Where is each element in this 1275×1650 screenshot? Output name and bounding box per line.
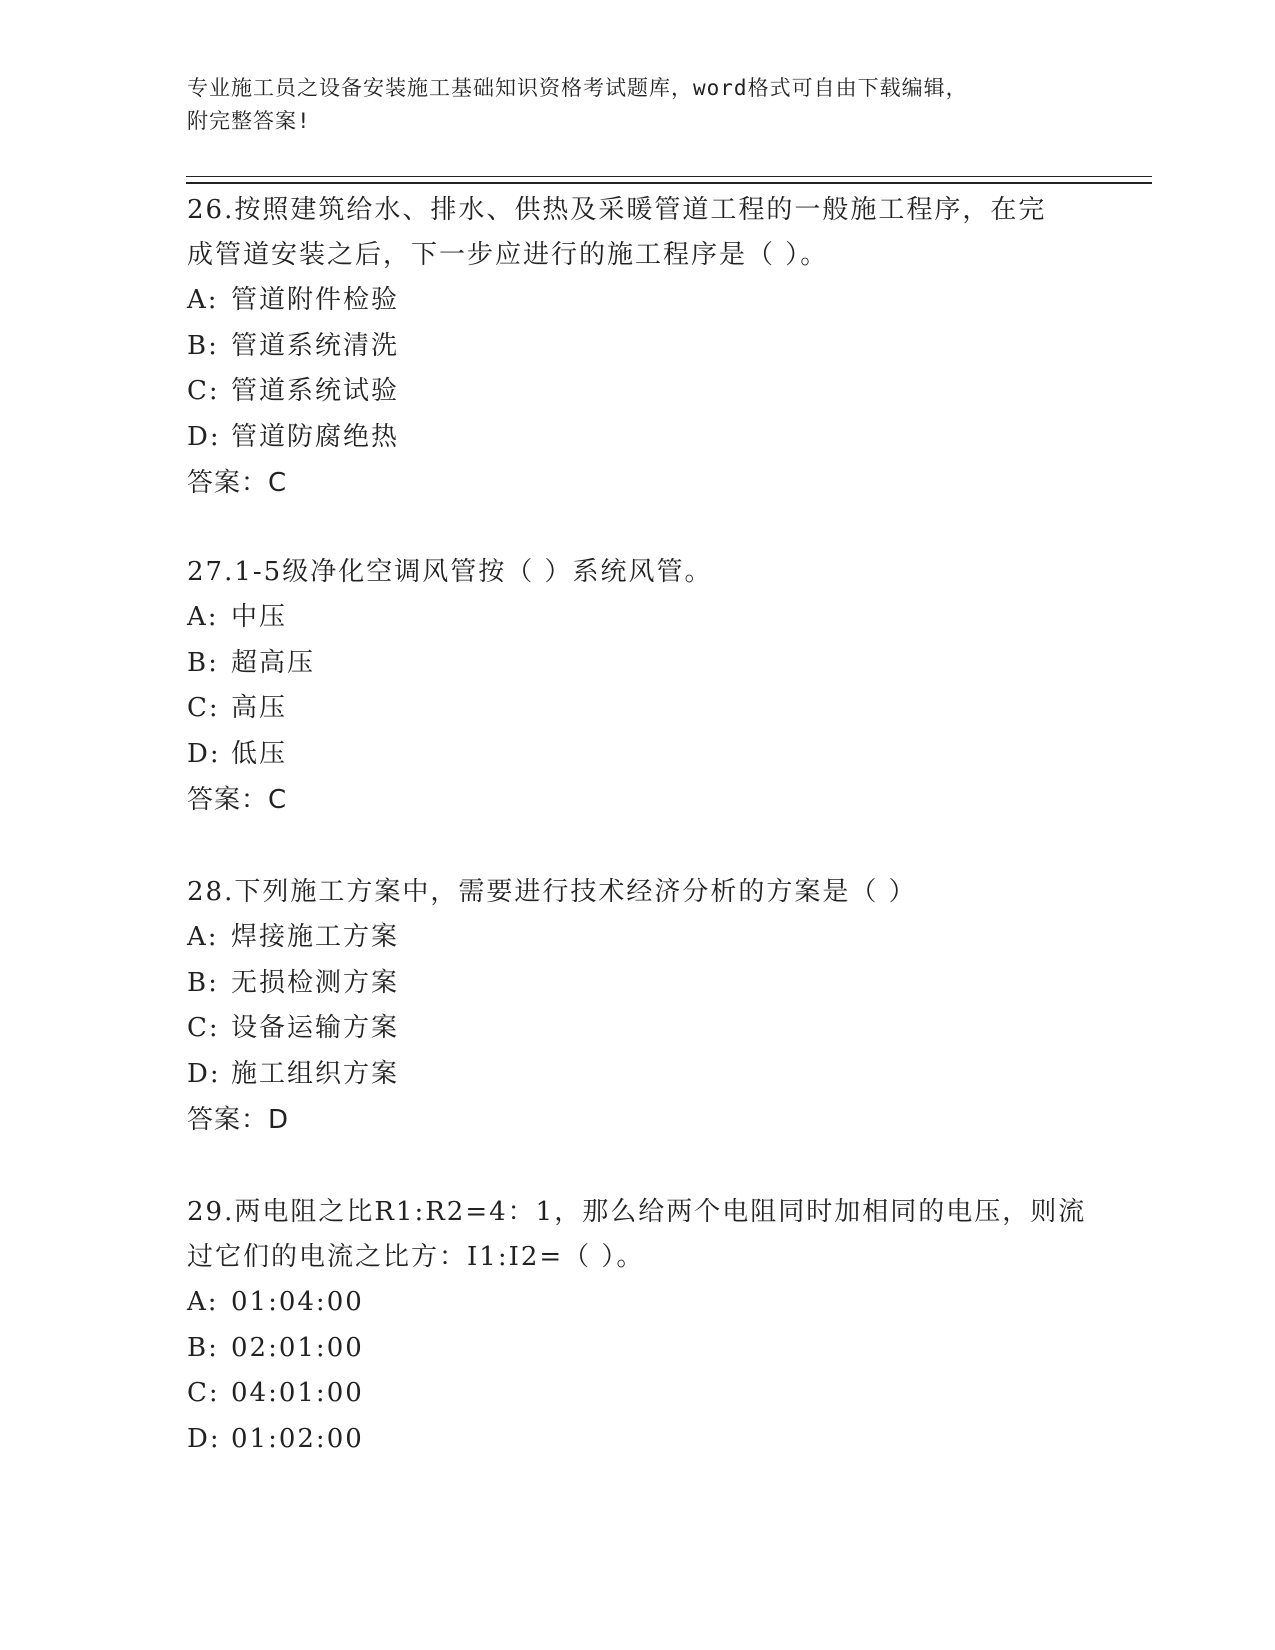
question-29: [187, 1190, 1087, 1462]
option-d: [187, 1417, 1087, 1463]
option-c: [187, 686, 1087, 732]
option-letter: D:: [187, 1058, 221, 1089]
option-letter: A:: [187, 602, 219, 632]
option-letter: C:: [187, 693, 220, 723]
option-text: 管道防腐绝热: [231, 421, 400, 452]
option-letter: B:: [187, 330, 219, 361]
question-stem: [187, 188, 1087, 278]
question-stem-line-1: 26.按照建筑给水、排水、供热及采暖管道工程的一般施工程序，在完: [187, 195, 1047, 225]
option-text: 02:01:00: [231, 1332, 364, 1363]
option-letter: C:: [187, 1013, 220, 1043]
option-b: [187, 961, 1087, 1007]
option-a: [187, 595, 1087, 641]
option-letter: A:: [187, 1287, 219, 1317]
option-text: 管道系统试验: [231, 376, 400, 406]
option-letter: A:: [187, 922, 219, 952]
question-26: [187, 188, 1087, 506]
question-stem: [187, 1190, 1087, 1280]
option-text: 焊接施工方案: [231, 922, 400, 952]
option-text: 高压: [231, 693, 288, 723]
option-text: 设备运输方案: [231, 1013, 400, 1043]
document-header: [187, 72, 1067, 138]
option-c: [187, 1371, 1087, 1417]
header-line-2: 附完整答案!: [187, 109, 311, 133]
option-d: [187, 415, 1087, 461]
question-stem-line-1: 29.两电阻之比R1:R2=4：1，那么给两个电阻同时加相同的电压，则流: [187, 1197, 1087, 1227]
option-b: [187, 1326, 1087, 1372]
option-b: [187, 641, 1087, 687]
answer-line: 答案：C: [187, 785, 288, 815]
option-letter: C:: [187, 376, 220, 406]
option-c: [187, 1006, 1087, 1052]
question-stem-line-2: 成管道安装之后，下一步应进行的施工程序是（ ）。: [187, 240, 829, 270]
option-text: 04:01:00: [231, 1378, 364, 1408]
option-letter: D:: [187, 421, 221, 452]
question-stem-line-1: 28.下列施工方案中，需要进行技术经济分析的方案是（ ）: [187, 877, 917, 907]
option-letter: B:: [187, 967, 219, 998]
header-divider-thick: [186, 182, 1152, 184]
option-letter: B:: [187, 1332, 219, 1363]
question-stem: [187, 550, 1087, 595]
option-text: 管道系统清洗: [231, 330, 400, 361]
option-a: [187, 278, 1087, 324]
question-28: [187, 870, 1087, 1143]
option-text: 施工组织方案: [231, 1058, 400, 1089]
option-text: 01:02:00: [231, 1423, 364, 1454]
question-stem-line-1: 27.1-5级净化空调风管按（ ）系统风管。: [187, 557, 713, 587]
option-a: [187, 915, 1087, 961]
option-text: 低压: [231, 738, 288, 769]
option-d: [187, 1052, 1087, 1098]
question-stem: [187, 870, 1087, 915]
option-letter: D:: [187, 1423, 221, 1454]
answer-line: 答案：D: [187, 1105, 290, 1135]
option-letter: A:: [187, 285, 219, 315]
answer-line: 答案：C: [187, 468, 288, 498]
option-b: [187, 324, 1087, 370]
header-divider-thin: [186, 176, 1152, 177]
option-text: 管道附件检验: [231, 285, 400, 315]
option-letter: C:: [187, 1378, 220, 1408]
header-line-1: 专业施工员之设备安装施工基础知识资格考试题库，word格式可自由下载编辑，: [187, 76, 968, 100]
option-letter: D:: [187, 738, 221, 769]
question-27: [187, 550, 1087, 823]
option-c: [187, 369, 1087, 415]
option-text: 中压: [231, 602, 288, 632]
option-text: 无损检测方案: [231, 967, 400, 998]
option-d: [187, 732, 1087, 778]
option-a: [187, 1280, 1087, 1326]
option-letter: B:: [187, 647, 219, 678]
question-stem-line-2: 过它们的电流之比方：I1:I2=（ ）。: [187, 1242, 645, 1272]
option-text: 超高压: [231, 647, 316, 678]
option-text: 01:04:00: [231, 1287, 364, 1317]
